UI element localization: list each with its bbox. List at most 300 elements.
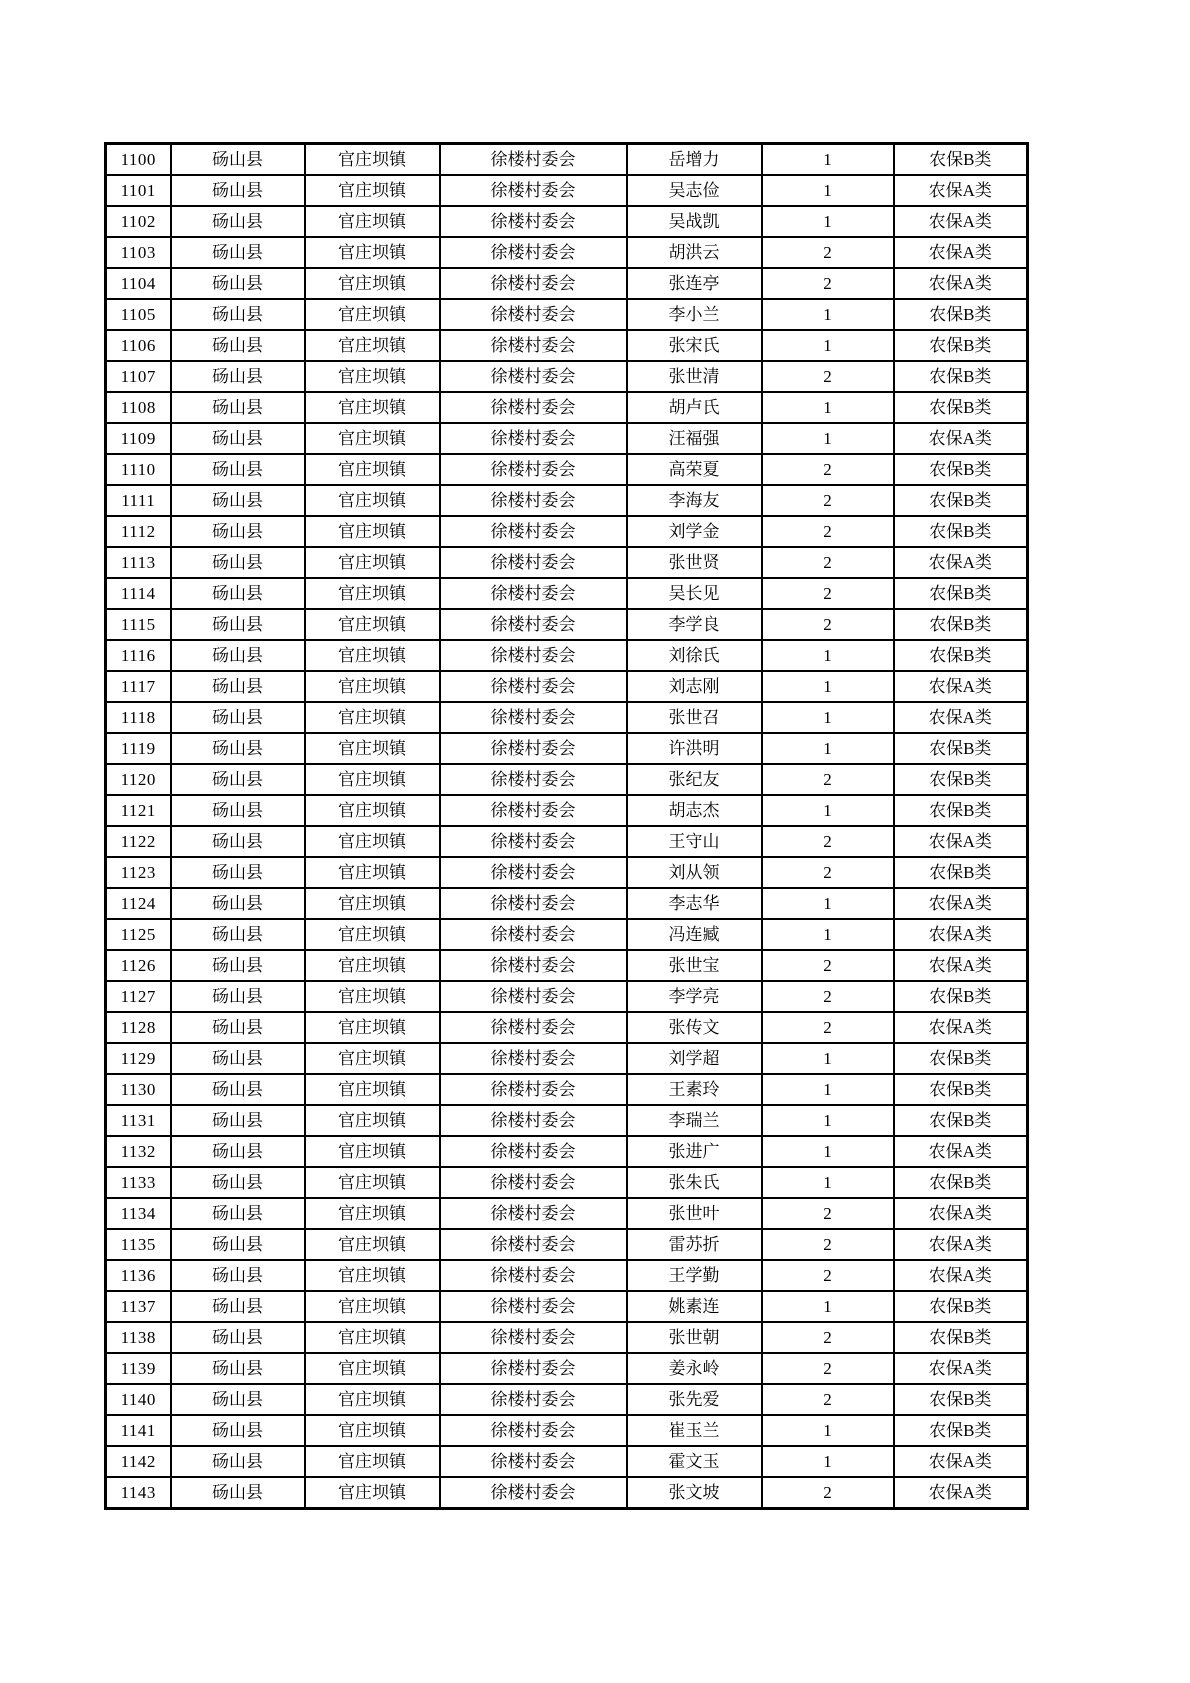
county-cell: 砀山县: [171, 981, 305, 1012]
town-cell: 官庄坝镇: [305, 206, 440, 237]
insurance-category-cell: 农保B类: [894, 1415, 1028, 1446]
town-cell: 官庄坝镇: [305, 578, 440, 609]
insurance-category-cell: 农保B类: [894, 485, 1028, 516]
village-committee-cell: 徐楼村委会: [440, 1074, 627, 1105]
person-count-cell: 1: [762, 733, 894, 764]
county-cell: 砀山县: [171, 1260, 305, 1291]
county-cell: 砀山县: [171, 702, 305, 733]
table-row: [106, 950, 1028, 981]
table-row: [106, 547, 1028, 578]
town-cell: 官庄坝镇: [305, 516, 440, 547]
serial-number-cell: 1132: [106, 1136, 171, 1167]
serial-number-cell: 1109: [106, 423, 171, 454]
table-row: [106, 981, 1028, 1012]
person-count-cell: 2: [762, 981, 894, 1012]
person-name-cell: 张先爱: [627, 1384, 762, 1415]
person-count-cell: 2: [762, 454, 894, 485]
table-row: [106, 857, 1028, 888]
table-row: [106, 1198, 1028, 1229]
table-row: [106, 733, 1028, 764]
insurance-category-cell: 农保A类: [894, 1477, 1028, 1509]
person-name-cell: 胡志杰: [627, 795, 762, 826]
insurance-category-cell: 农保B类: [894, 1105, 1028, 1136]
county-cell: 砀山县: [171, 1446, 305, 1477]
serial-number-cell: 1140: [106, 1384, 171, 1415]
person-count-cell: 2: [762, 609, 894, 640]
person-name-cell: 雷苏折: [627, 1229, 762, 1260]
person-count-cell: 1: [762, 702, 894, 733]
town-cell: 官庄坝镇: [305, 392, 440, 423]
village-committee-cell: 徐楼村委会: [440, 1353, 627, 1384]
person-name-cell: 汪福强: [627, 423, 762, 454]
county-cell: 砀山县: [171, 857, 305, 888]
town-cell: 官庄坝镇: [305, 1043, 440, 1074]
person-count-cell: 2: [762, 764, 894, 795]
table-row: [106, 1322, 1028, 1353]
person-name-cell: 张朱氏: [627, 1167, 762, 1198]
village-committee-cell: 徐楼村委会: [440, 1136, 627, 1167]
person-count-cell: 1: [762, 1043, 894, 1074]
county-cell: 砀山县: [171, 1074, 305, 1105]
insurance-category-cell: 农保B类: [894, 144, 1028, 176]
insurance-category-cell: 农保B类: [894, 733, 1028, 764]
town-cell: 官庄坝镇: [305, 671, 440, 702]
table-row: [106, 1229, 1028, 1260]
county-cell: 砀山县: [171, 144, 305, 176]
county-cell: 砀山县: [171, 764, 305, 795]
town-cell: 官庄坝镇: [305, 733, 440, 764]
serial-number-cell: 1101: [106, 175, 171, 206]
serial-number-cell: 1134: [106, 1198, 171, 1229]
insurance-category-cell: 农保B类: [894, 609, 1028, 640]
county-cell: 砀山县: [171, 547, 305, 578]
serial-number-cell: 1124: [106, 888, 171, 919]
person-name-cell: 张世宝: [627, 950, 762, 981]
person-count-cell: 2: [762, 516, 894, 547]
insurance-category-cell: 农保A类: [894, 826, 1028, 857]
table-row: [106, 1043, 1028, 1074]
insurance-category-cell: 农保B类: [894, 764, 1028, 795]
serial-number-cell: 1112: [106, 516, 171, 547]
table-row: [106, 888, 1028, 919]
serial-number-cell: 1118: [106, 702, 171, 733]
insurance-category-cell: 农保A类: [894, 268, 1028, 299]
person-count-cell: 1: [762, 144, 894, 176]
person-name-cell: 刘徐氏: [627, 640, 762, 671]
person-count-cell: 1: [762, 671, 894, 702]
county-cell: 砀山县: [171, 392, 305, 423]
table-row: [106, 237, 1028, 268]
serial-number-cell: 1113: [106, 547, 171, 578]
person-name-cell: 吴长见: [627, 578, 762, 609]
village-committee-cell: 徐楼村委会: [440, 795, 627, 826]
table-row: [106, 640, 1028, 671]
village-committee-cell: 徐楼村委会: [440, 485, 627, 516]
insurance-category-cell: 农保A类: [894, 547, 1028, 578]
village-committee-cell: 徐楼村委会: [440, 299, 627, 330]
insurance-category-cell: 农保B类: [894, 1167, 1028, 1198]
town-cell: 官庄坝镇: [305, 1384, 440, 1415]
person-name-cell: 王学勤: [627, 1260, 762, 1291]
county-cell: 砀山县: [171, 1043, 305, 1074]
county-cell: 砀山县: [171, 578, 305, 609]
village-committee-cell: 徐楼村委会: [440, 857, 627, 888]
person-count-cell: 2: [762, 826, 894, 857]
person-count-cell: 2: [762, 1384, 894, 1415]
insurance-category-cell: 农保B类: [894, 516, 1028, 547]
person-name-cell: 吴志俭: [627, 175, 762, 206]
serial-number-cell: 1111: [106, 485, 171, 516]
serial-number-cell: 1133: [106, 1167, 171, 1198]
village-committee-cell: 徐楼村委会: [440, 1012, 627, 1043]
county-cell: 砀山县: [171, 1384, 305, 1415]
insurance-category-cell: 农保A类: [894, 175, 1028, 206]
county-cell: 砀山县: [171, 1291, 305, 1322]
table-row: [106, 1415, 1028, 1446]
serial-number-cell: 1115: [106, 609, 171, 640]
county-cell: 砀山县: [171, 454, 305, 485]
table-row: [106, 1353, 1028, 1384]
person-name-cell: 王素玲: [627, 1074, 762, 1105]
county-cell: 砀山县: [171, 671, 305, 702]
serial-number-cell: 1105: [106, 299, 171, 330]
table-row: [106, 1384, 1028, 1415]
town-cell: 官庄坝镇: [305, 981, 440, 1012]
village-committee-cell: 徐楼村委会: [440, 1415, 627, 1446]
person-name-cell: 李瑞兰: [627, 1105, 762, 1136]
person-name-cell: 胡洪云: [627, 237, 762, 268]
county-cell: 砀山县: [171, 1322, 305, 1353]
table-row: [106, 299, 1028, 330]
table-row: [106, 702, 1028, 733]
person-name-cell: 张世贤: [627, 547, 762, 578]
town-cell: 官庄坝镇: [305, 547, 440, 578]
person-count-cell: 1: [762, 175, 894, 206]
village-committee-cell: 徐楼村委会: [440, 764, 627, 795]
person-count-cell: 1: [762, 1415, 894, 1446]
village-committee-cell: 徐楼村委会: [440, 1167, 627, 1198]
insurance-category-cell: 农保A类: [894, 1353, 1028, 1384]
insurance-category-cell: 农保B类: [894, 1043, 1028, 1074]
village-committee-cell: 徐楼村委会: [440, 1229, 627, 1260]
serial-number-cell: 1137: [106, 1291, 171, 1322]
town-cell: 官庄坝镇: [305, 702, 440, 733]
serial-number-cell: 1117: [106, 671, 171, 702]
town-cell: 官庄坝镇: [305, 1167, 440, 1198]
insurance-category-cell: 农保B类: [894, 795, 1028, 826]
village-committee-cell: 徐楼村委会: [440, 1043, 627, 1074]
person-count-cell: 1: [762, 1074, 894, 1105]
insurance-category-cell: 农保B类: [894, 640, 1028, 671]
town-cell: 官庄坝镇: [305, 1260, 440, 1291]
person-name-cell: 李小兰: [627, 299, 762, 330]
town-cell: 官庄坝镇: [305, 919, 440, 950]
person-name-cell: 刘志刚: [627, 671, 762, 702]
town-cell: 官庄坝镇: [305, 1291, 440, 1322]
table-row: [106, 175, 1028, 206]
person-name-cell: 许洪明: [627, 733, 762, 764]
county-cell: 砀山县: [171, 888, 305, 919]
table-row: [106, 144, 1028, 176]
county-cell: 砀山县: [171, 361, 305, 392]
serial-number-cell: 1136: [106, 1260, 171, 1291]
county-cell: 砀山县: [171, 640, 305, 671]
town-cell: 官庄坝镇: [305, 423, 440, 454]
person-count-cell: 2: [762, 485, 894, 516]
town-cell: 官庄坝镇: [305, 361, 440, 392]
table-row: [106, 361, 1028, 392]
person-count-cell: 1: [762, 392, 894, 423]
table-row: [106, 764, 1028, 795]
person-count-cell: 2: [762, 1353, 894, 1384]
town-cell: 官庄坝镇: [305, 1012, 440, 1043]
person-count-cell: 1: [762, 888, 894, 919]
county-cell: 砀山县: [171, 237, 305, 268]
county-cell: 砀山县: [171, 1229, 305, 1260]
town-cell: 官庄坝镇: [305, 175, 440, 206]
village-committee-cell: 徐楼村委会: [440, 1384, 627, 1415]
table-row: [106, 1260, 1028, 1291]
town-cell: 官庄坝镇: [305, 1322, 440, 1353]
town-cell: 官庄坝镇: [305, 1229, 440, 1260]
county-cell: 砀山县: [171, 1415, 305, 1446]
insurance-category-cell: 农保B类: [894, 1322, 1028, 1353]
person-count-cell: 1: [762, 640, 894, 671]
town-cell: 官庄坝镇: [305, 1136, 440, 1167]
table-row: [106, 392, 1028, 423]
person-count-cell: 1: [762, 330, 894, 361]
insurance-category-cell: 农保A类: [894, 237, 1028, 268]
county-cell: 砀山县: [171, 1167, 305, 1198]
county-cell: 砀山县: [171, 950, 305, 981]
village-committee-cell: 徐楼村委会: [440, 702, 627, 733]
table-row: [106, 1012, 1028, 1043]
insurance-category-cell: 农保A类: [894, 888, 1028, 919]
table-row: [106, 826, 1028, 857]
serial-number-cell: 1110: [106, 454, 171, 485]
person-name-cell: 张传文: [627, 1012, 762, 1043]
table-row: [106, 1136, 1028, 1167]
serial-number-cell: 1135: [106, 1229, 171, 1260]
county-cell: 砀山县: [171, 919, 305, 950]
serial-number-cell: 1120: [106, 764, 171, 795]
person-count-cell: 2: [762, 547, 894, 578]
county-cell: 砀山县: [171, 299, 305, 330]
person-count-cell: 1: [762, 1446, 894, 1477]
insurance-category-cell: 农保B类: [894, 299, 1028, 330]
insurance-category-cell: 农保B类: [894, 1291, 1028, 1322]
serial-number-cell: 1143: [106, 1477, 171, 1509]
insurance-category-cell: 农保A类: [894, 919, 1028, 950]
county-cell: 砀山县: [171, 1012, 305, 1043]
village-committee-cell: 徐楼村委会: [440, 1322, 627, 1353]
serial-number-cell: 1139: [106, 1353, 171, 1384]
insurance-category-cell: 农保B类: [894, 392, 1028, 423]
village-committee-cell: 徐楼村委会: [440, 826, 627, 857]
county-cell: 砀山县: [171, 175, 305, 206]
person-count-cell: 2: [762, 1229, 894, 1260]
table-row: [106, 578, 1028, 609]
county-cell: 砀山县: [171, 1198, 305, 1229]
village-committee-cell: 徐楼村委会: [440, 454, 627, 485]
table-row: [106, 330, 1028, 361]
serial-number-cell: 1129: [106, 1043, 171, 1074]
person-count-cell: 2: [762, 950, 894, 981]
town-cell: 官庄坝镇: [305, 1415, 440, 1446]
person-count-cell: 1: [762, 206, 894, 237]
town-cell: 官庄坝镇: [305, 1074, 440, 1105]
table-row: [106, 919, 1028, 950]
county-cell: 砀山县: [171, 795, 305, 826]
person-name-cell: 胡卢氏: [627, 392, 762, 423]
town-cell: 官庄坝镇: [305, 330, 440, 361]
person-count-cell: 1: [762, 1136, 894, 1167]
village-committee-cell: 徐楼村委会: [440, 144, 627, 176]
serial-number-cell: 1100: [106, 144, 171, 176]
table-row: [106, 454, 1028, 485]
town-cell: 官庄坝镇: [305, 268, 440, 299]
person-count-cell: 2: [762, 578, 894, 609]
insurance-category-cell: 农保B类: [894, 361, 1028, 392]
insurance-category-cell: 农保B类: [894, 330, 1028, 361]
town-cell: 官庄坝镇: [305, 144, 440, 176]
village-committee-cell: 徐楼村委会: [440, 950, 627, 981]
serial-number-cell: 1119: [106, 733, 171, 764]
town-cell: 官庄坝镇: [305, 609, 440, 640]
person-name-cell: 岳增力: [627, 144, 762, 176]
insurance-category-cell: 农保A类: [894, 206, 1028, 237]
village-committee-cell: 徐楼村委会: [440, 919, 627, 950]
insurance-category-cell: 农保B类: [894, 857, 1028, 888]
insurance-category-cell: 农保B类: [894, 1384, 1028, 1415]
village-committee-cell: 徐楼村委会: [440, 175, 627, 206]
person-count-cell: 1: [762, 1105, 894, 1136]
person-count-cell: 2: [762, 237, 894, 268]
person-count-cell: 2: [762, 361, 894, 392]
village-committee-cell: 徐楼村委会: [440, 206, 627, 237]
county-cell: 砀山县: [171, 1353, 305, 1384]
village-committee-cell: 徐楼村委会: [440, 516, 627, 547]
person-name-cell: 刘学超: [627, 1043, 762, 1074]
person-name-cell: 李学亮: [627, 981, 762, 1012]
village-committee-cell: 徐楼村委会: [440, 671, 627, 702]
village-committee-cell: 徐楼村委会: [440, 733, 627, 764]
table-row: [106, 485, 1028, 516]
serial-number-cell: 1116: [106, 640, 171, 671]
county-cell: 砀山县: [171, 516, 305, 547]
table-row: [106, 423, 1028, 454]
insurance-category-cell: 农保B类: [894, 578, 1028, 609]
town-cell: 官庄坝镇: [305, 795, 440, 826]
table-row: [106, 1105, 1028, 1136]
person-name-cell: 张文坡: [627, 1477, 762, 1509]
county-cell: 砀山县: [171, 206, 305, 237]
county-cell: 砀山县: [171, 1477, 305, 1509]
serial-number-cell: 1102: [106, 206, 171, 237]
town-cell: 官庄坝镇: [305, 888, 440, 919]
beneficiary-table: [104, 142, 1029, 1510]
serial-number-cell: 1104: [106, 268, 171, 299]
table-row: [106, 1477, 1028, 1509]
person-name-cell: 李志华: [627, 888, 762, 919]
town-cell: 官庄坝镇: [305, 237, 440, 268]
insurance-category-cell: 农保A类: [894, 1012, 1028, 1043]
town-cell: 官庄坝镇: [305, 764, 440, 795]
person-count-cell: 1: [762, 423, 894, 454]
serial-number-cell: 1125: [106, 919, 171, 950]
person-count-cell: 1: [762, 795, 894, 826]
town-cell: 官庄坝镇: [305, 485, 440, 516]
county-cell: 砀山县: [171, 330, 305, 361]
table-row: [106, 795, 1028, 826]
table-row: [106, 206, 1028, 237]
serial-number-cell: 1128: [106, 1012, 171, 1043]
table-row: [106, 1074, 1028, 1105]
person-name-cell: 李学良: [627, 609, 762, 640]
person-name-cell: 高荣夏: [627, 454, 762, 485]
person-name-cell: 冯连臧: [627, 919, 762, 950]
insurance-category-cell: 农保A类: [894, 1260, 1028, 1291]
person-name-cell: 张世清: [627, 361, 762, 392]
person-name-cell: 张世朝: [627, 1322, 762, 1353]
town-cell: 官庄坝镇: [305, 857, 440, 888]
person-name-cell: 崔玉兰: [627, 1415, 762, 1446]
serial-number-cell: 1123: [106, 857, 171, 888]
serial-number-cell: 1114: [106, 578, 171, 609]
village-committee-cell: 徐楼村委会: [440, 888, 627, 919]
table-row: [106, 516, 1028, 547]
serial-number-cell: 1127: [106, 981, 171, 1012]
person-name-cell: 李海友: [627, 485, 762, 516]
village-committee-cell: 徐楼村委会: [440, 361, 627, 392]
person-name-cell: 姜永岭: [627, 1353, 762, 1384]
serial-number-cell: 1142: [106, 1446, 171, 1477]
person-count-cell: 2: [762, 1012, 894, 1043]
village-committee-cell: 徐楼村委会: [440, 1260, 627, 1291]
insurance-category-cell: 农保A类: [894, 1446, 1028, 1477]
village-committee-cell: 徐楼村委会: [440, 423, 627, 454]
town-cell: 官庄坝镇: [305, 1105, 440, 1136]
insurance-category-cell: 农保A类: [894, 671, 1028, 702]
person-count-cell: 1: [762, 1291, 894, 1322]
town-cell: 官庄坝镇: [305, 950, 440, 981]
serial-number-cell: 1106: [106, 330, 171, 361]
person-count-cell: 2: [762, 1477, 894, 1509]
serial-number-cell: 1107: [106, 361, 171, 392]
person-count-cell: 2: [762, 268, 894, 299]
town-cell: 官庄坝镇: [305, 454, 440, 485]
person-name-cell: 霍文玉: [627, 1446, 762, 1477]
insurance-category-cell: 农保A类: [894, 1136, 1028, 1167]
serial-number-cell: 1126: [106, 950, 171, 981]
village-committee-cell: 徐楼村委会: [440, 609, 627, 640]
person-count-cell: 1: [762, 1167, 894, 1198]
insurance-category-cell: 农保A类: [894, 702, 1028, 733]
table-row: [106, 1446, 1028, 1477]
village-committee-cell: 徐楼村委会: [440, 392, 627, 423]
person-name-cell: 刘从领: [627, 857, 762, 888]
table-row: [106, 609, 1028, 640]
county-cell: 砀山县: [171, 1105, 305, 1136]
serial-number-cell: 1121: [106, 795, 171, 826]
village-committee-cell: 徐楼村委会: [440, 1105, 627, 1136]
serial-number-cell: 1130: [106, 1074, 171, 1105]
insurance-category-cell: 农保A类: [894, 950, 1028, 981]
serial-number-cell: 1138: [106, 1322, 171, 1353]
village-committee-cell: 徐楼村委会: [440, 640, 627, 671]
serial-number-cell: 1131: [106, 1105, 171, 1136]
person-count-cell: 2: [762, 1260, 894, 1291]
